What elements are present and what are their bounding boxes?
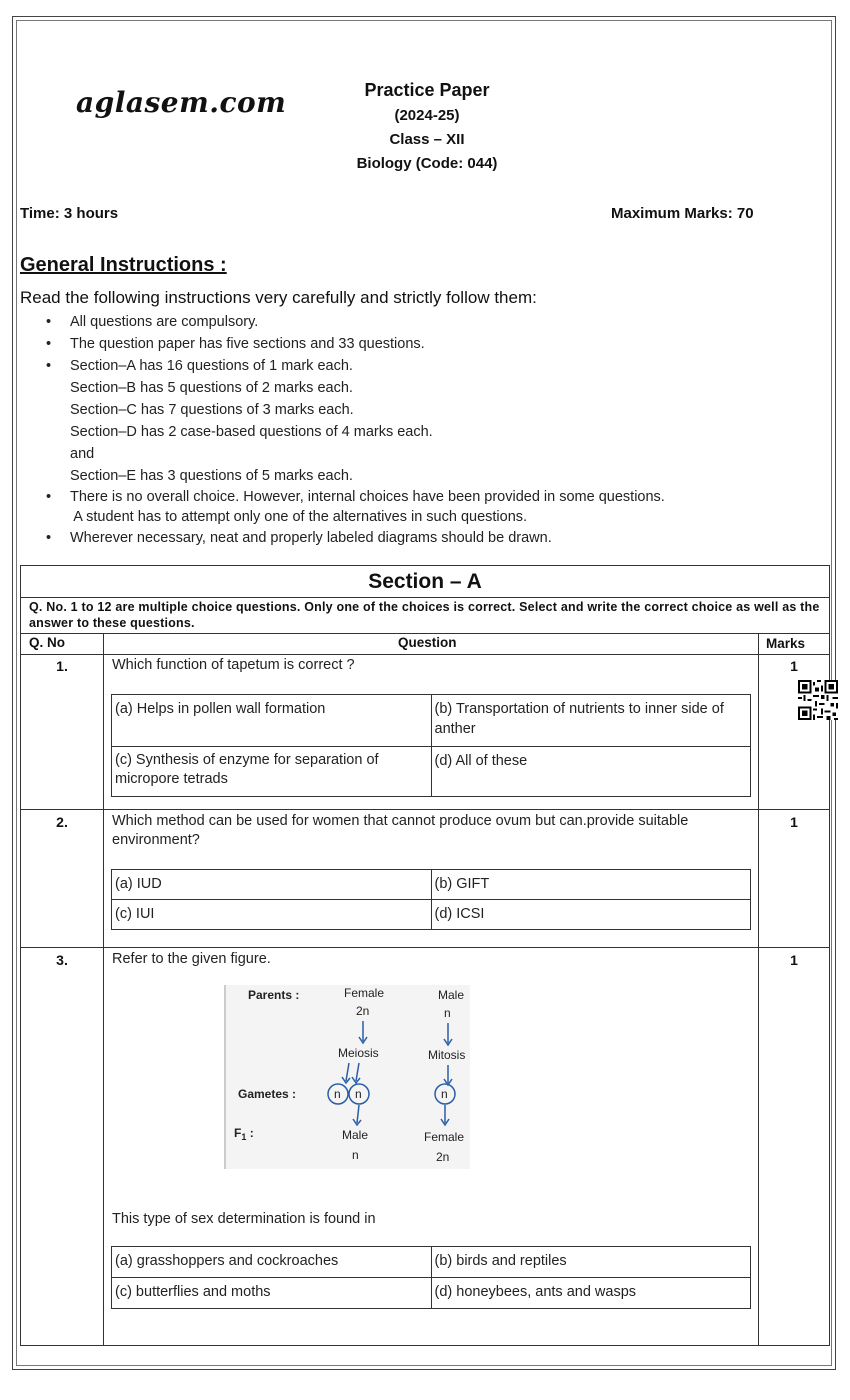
figure-f1-male-ploidy: n — [352, 1148, 359, 1162]
sex-determination-figure — [224, 985, 470, 1169]
arrow-icon — [328, 1021, 455, 1125]
paper-year: (2024-25) — [394, 107, 460, 124]
instruction-item: • All questions are compulsory. — [46, 311, 665, 333]
option: (d) ICSI — [431, 900, 751, 930]
paper-subject: Biology (Code: 044) — [356, 155, 498, 172]
option: (d) honeybees, ants and wasps — [431, 1278, 751, 1309]
question-number: 2. — [56, 814, 68, 830]
options-table — [111, 869, 751, 930]
option: (c) Synthesis of enzyme for separation of micropore tetrads — [112, 747, 432, 797]
instruction-item: A student has to attempt only one of the alternatives in such questions. — [70, 509, 528, 525]
table-rule — [758, 633, 759, 1345]
table-rule — [21, 654, 829, 655]
section-title: Section – A — [21, 566, 829, 598]
question-text: Which function of tapetum is correct ? — [112, 657, 355, 673]
col-header-question: Question — [398, 635, 457, 650]
figure-male-label: Male — [438, 988, 465, 1002]
section-a-table — [20, 565, 830, 1346]
question-number: 1. — [56, 658, 68, 674]
col-header-qno: Q. No — [29, 635, 65, 650]
instruction-item: • Section–A has 16 questions of 1 mark each. — [46, 355, 665, 377]
col-header-marks: Marks — [766, 636, 806, 651]
figure-gametes-label: Gametes : — [238, 1087, 297, 1101]
question-marks: 1 — [790, 952, 798, 968]
instructions-title: General Instructions : — [20, 254, 227, 276]
option: (b) GIFT — [431, 870, 751, 900]
option: (a) Helps in pollen wall formation — [112, 695, 432, 747]
figure-meiosis-label: Meiosis — [338, 1046, 379, 1060]
figure-gamete-n: n — [441, 1087, 448, 1101]
table-rule — [21, 633, 829, 634]
instruction-item: Section–D has 2 case-based questions of 4 marks each. — [70, 424, 433, 440]
instruction-item: Section–C has 7 questions of 3 marks each. — [70, 402, 354, 418]
question-text: Which method can be used for women that cannot produce ovum but can.provide suitable environment? — [112, 813, 689, 848]
option: (c) butterflies and moths — [112, 1278, 432, 1309]
figure-gamete-n: n — [355, 1087, 362, 1101]
site-logo: aglasem.com — [76, 86, 287, 119]
option: (b) Transportation of nutrients to inner side of anther — [431, 695, 751, 747]
section-note: Q. No. 1 to 12 are multiple choice questions. Only one of the choices is correct. Select and write the correct choice as well as the answer to these questions. — [29, 600, 820, 630]
paper-class: Class – XII — [389, 131, 465, 148]
figure-female-ploidy: 2n — [356, 1004, 370, 1018]
figure-f1-female-ploidy: 2n — [436, 1150, 450, 1164]
time-allowed: Time: 3 hours — [20, 205, 119, 222]
figure-female-label: Female — [344, 986, 385, 1000]
figure-mitosis-label: Mitosis — [428, 1048, 466, 1062]
options-table — [111, 1246, 751, 1309]
table-rule — [103, 633, 104, 1345]
options-table — [111, 694, 751, 797]
figure-f1-female: Female — [424, 1130, 465, 1144]
instruction-item: and — [70, 446, 95, 462]
paper-title: Practice Paper — [364, 80, 490, 100]
figure-gamete-n: n — [334, 1087, 341, 1101]
instructions-intro: Read the following instructions very carefully and strictly follow them: — [20, 288, 537, 307]
option: (b) birds and reptiles — [431, 1247, 751, 1278]
option: (c) IUI — [112, 900, 432, 930]
maximum-marks: Maximum Marks: 70 — [611, 205, 754, 222]
figure-f1-male: Male — [342, 1128, 369, 1142]
figure-male-ploidy: n — [444, 1006, 451, 1020]
figure-f1-label: $F_1$ : — [234, 1126, 254, 1142]
question-text: Refer to the given figure. — [112, 951, 271, 967]
instruction-item: • There is no overall choice. However, internal choices have been provided in some questions. — [46, 487, 665, 507]
instruction-item: Section–E has 3 questions of 5 marks each. — [70, 468, 353, 484]
figure-parents-label: Parents : — [248, 988, 300, 1002]
question-marks: 1 — [790, 658, 798, 674]
question-number: 3. — [56, 952, 68, 968]
table-rule — [21, 947, 829, 948]
instruction-item: Section–B has 5 questions of 2 marks each. — [70, 380, 353, 396]
instructions-list — [46, 311, 665, 549]
instruction-item: • The question paper has five sections and 33 questions. — [46, 333, 665, 355]
qr-code-icon — [798, 680, 838, 720]
option: (a) IUD — [112, 870, 432, 900]
question-marks: 1 — [790, 814, 798, 830]
option: (d) All of these — [431, 747, 751, 797]
question-text-followup: This type of sex determination is found in — [112, 1211, 376, 1227]
instruction-item: • Wherever necessary, neat and properly labeled diagrams should be drawn. — [46, 527, 665, 549]
table-rule — [21, 809, 829, 810]
option: (a) grasshoppers and cockroaches — [112, 1247, 432, 1278]
figure-diagram — [226, 985, 470, 1169]
